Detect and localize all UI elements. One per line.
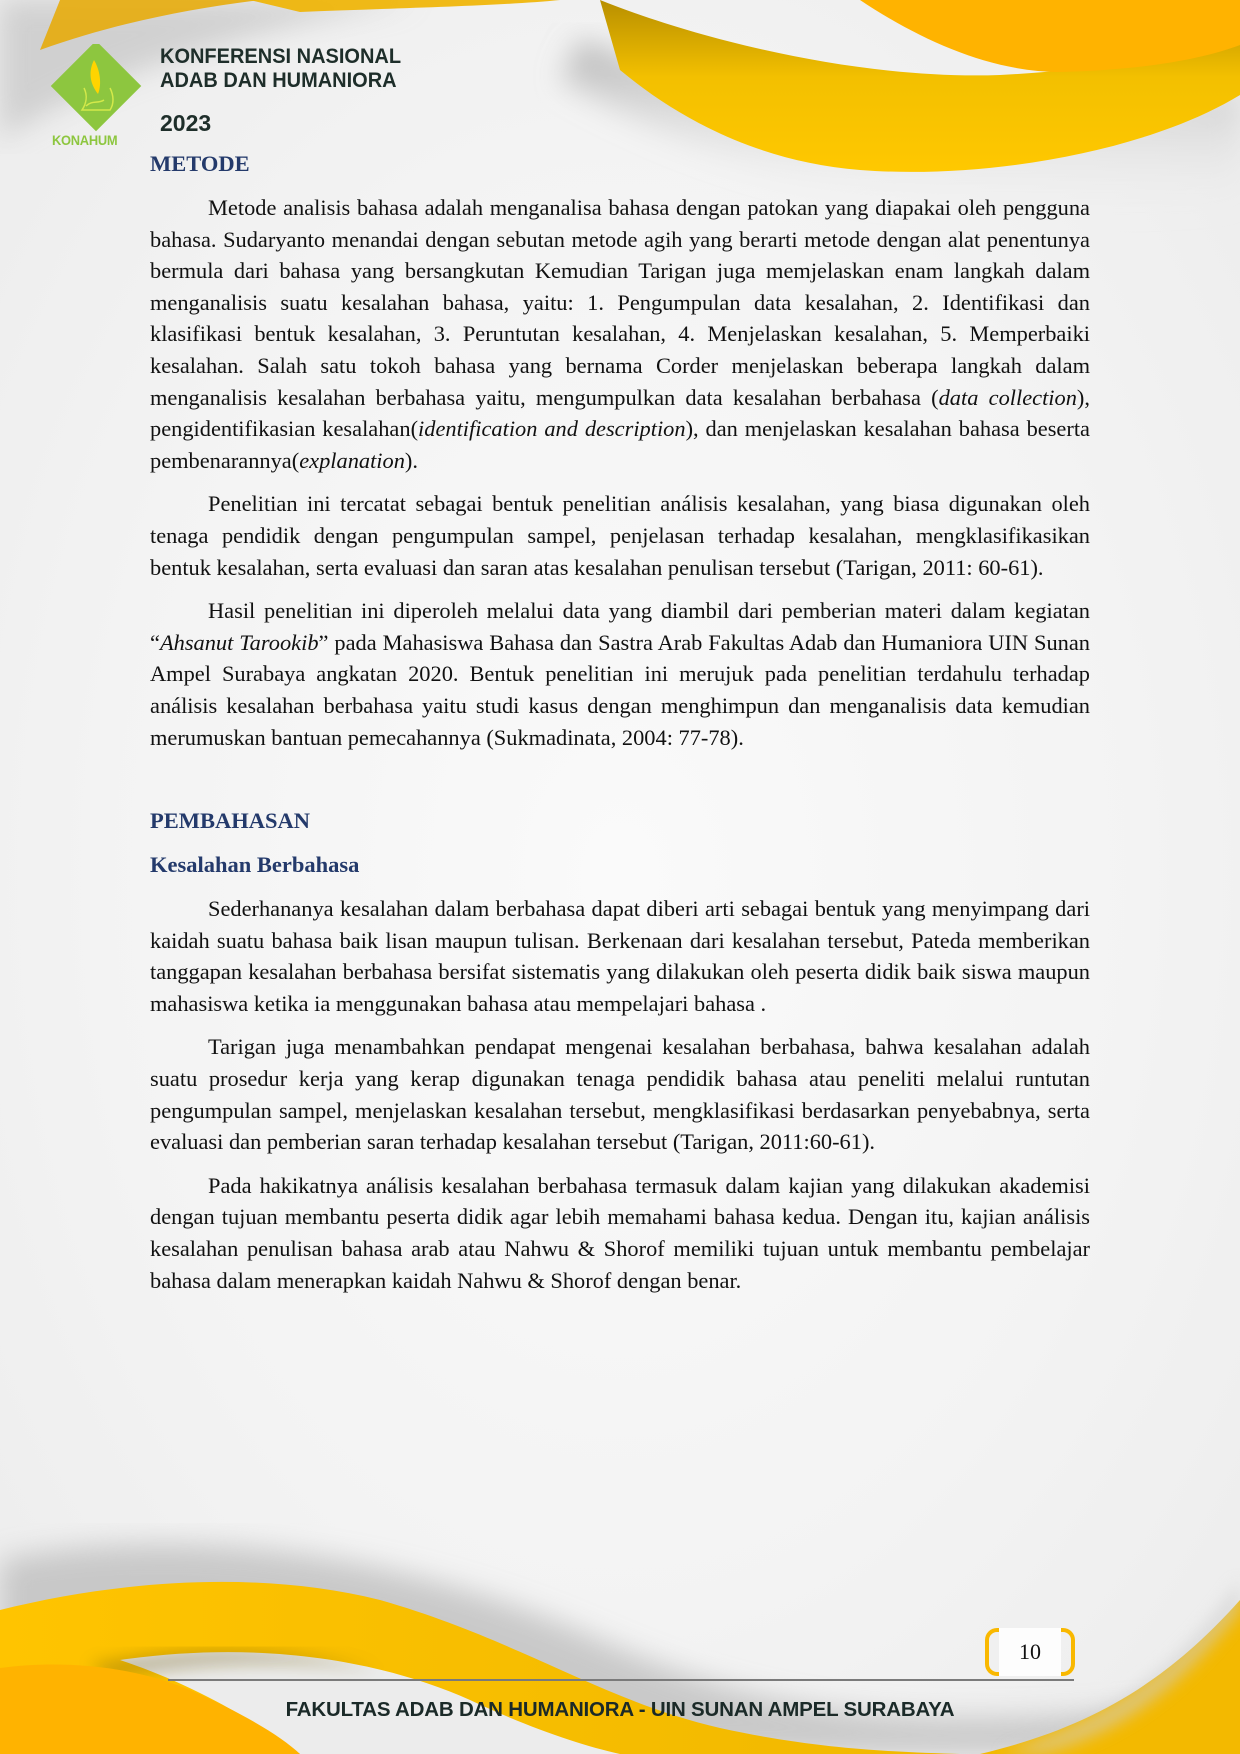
- bracket-left-icon: [985, 1628, 999, 1676]
- section-heading-pembahasan: PEMBAHASAN: [150, 808, 311, 834]
- conference-title-line2: ADAB DAN HUMANIORA: [160, 68, 397, 92]
- paragraph: Pada hakikatnya análisis kesalahan berbahasa termasuk dalam kajian yang dilakukan akademisi dengan tujuan membantu peserta didik agar lebih memahami bahasa kedua. Dengan itu, kajian análisis kesalahan penulisan bahasa arab atau Nahwu & Shorof memiliki tujuan untuk membantu pembelajar bahasa dalam menerapkan kaidah Nahwu & Shorof dengan benar.: [150, 1172, 1090, 1293]
- footer-divider: [168, 1679, 1074, 1681]
- subsection-heading: Kesalahan Berbahasa: [150, 852, 360, 878]
- logo-label: KONAHUM: [52, 132, 118, 148]
- section-heading-metode: METODE: [150, 151, 250, 176]
- conference-year: 2023: [160, 110, 212, 136]
- paragraph: Penelitian ini tercatat sebagai bentuk penelitian análisis kesalahan, yang biasa digunakan oleh tenaga pendidik dengan pengumpulan sampel, penjelasan terhadap kesalahan, mengklasifikasikan bentuk kesalahan, serta evaluasi dan saran atas kesalahan penulisan tersebut (Tarigan, 2011: 60-61).: [150, 491, 1090, 580]
- paragraph: Hasil penelitian ini diperoleh melalui data yang diambil dari pemberian materi dalam kegiatan “Ahsanut Tarookib” pada Mahasiswa Bahasa dan Sastra Arab Fakultas Adab dan Humaniora UIN Sunan Ampel Surabaya angkatan 2020. Bentuk penelitian ini merujuk pada penelitian terdahulu terhadap análisis kesalahan berbahasa yaitu studi kasus dengan menghimpun dan menganalisis data kemudian merumuskan bantuan pemecahannya (Sukmadinata, 2004: 77-78).: [150, 598, 1090, 750]
- footer-institution: FAKULTAS ADAB DAN HUMANIORA - UIN SUNAN AMPEL SURABAYA: [285, 1698, 955, 1721]
- paragraph: Tarigan juga menambahkan pendapat mengenai kesalahan berbahasa, bahwa kesalahan adalah suatu prosedur kerja yang kerap digunakan tenaga pendidik bahasa atau peneliti melalui runtutan pengumpulan sampel, menjelaskan kesalahan tersebut, mengklasifikasi berdasarkan penyebabnya, serta evaluasi dan pemberian saran terhadap kesalahan tersebut (Tarigan, 2011:60-61).: [150, 1034, 1090, 1155]
- bracket-right-icon: [1061, 1628, 1075, 1676]
- paragraph: Metode analisis bahasa adalah menganalisa bahasa dengan patokan yang diapakai oleh pengguna bahasa. Sudaryanto menandai dengan sebutan metode agih yang berarti metode dengan alat penentunya bermula dari bahasa yang bersangkutan Kemudian Tarigan juga memjelaskan enam langkah dalam menganalisis suatu kesalahan bahasa, yaitu: 1. Pengumpulan data kesalahan, 2. Identifikasi dan klasifikasi bentuk kesalahan, 3. Peruntutan kesalahan, 4. Menjelaskan kesalahan, 5. Memperbaiki kesalahan. Salah satu tokoh bahasa yang bernama Corder menjelaskan beberapa langkah dalam menganalisis kesalahan berbahasa yaitu, mengumpulkan data kesalahan berbahasa (data collection), pengidentifikasian kesalahan(identification and description), dan menjelaskan kesalahan bahasa beserta pembenarannya(explanation).: [150, 195, 1090, 473]
- conference-title-line1: KONFERENSI NASIONAL: [160, 44, 402, 68]
- page-number: 10: [999, 1628, 1061, 1676]
- paragraph: Sederhananya kesalahan dalam berbahasa dapat diberi arti sebagai bentuk yang menyimpang dari kaidah suatu bahasa baik lisan maupun tulisan. Berkenaan dari kesalahan tersebut, Pateda memberikan tanggapan kesalahan berbahasa bersifat sistematis yang dilakukan oleh peserta didik baik siswa maupun mahasiswa ketika ia menggunakan bahasa atau mempelajari bahasa .: [150, 896, 1090, 1016]
- document-body: [150, 148, 1090, 1296]
- page-number-badge: [985, 1628, 1075, 1672]
- conference-title: [160, 44, 401, 92]
